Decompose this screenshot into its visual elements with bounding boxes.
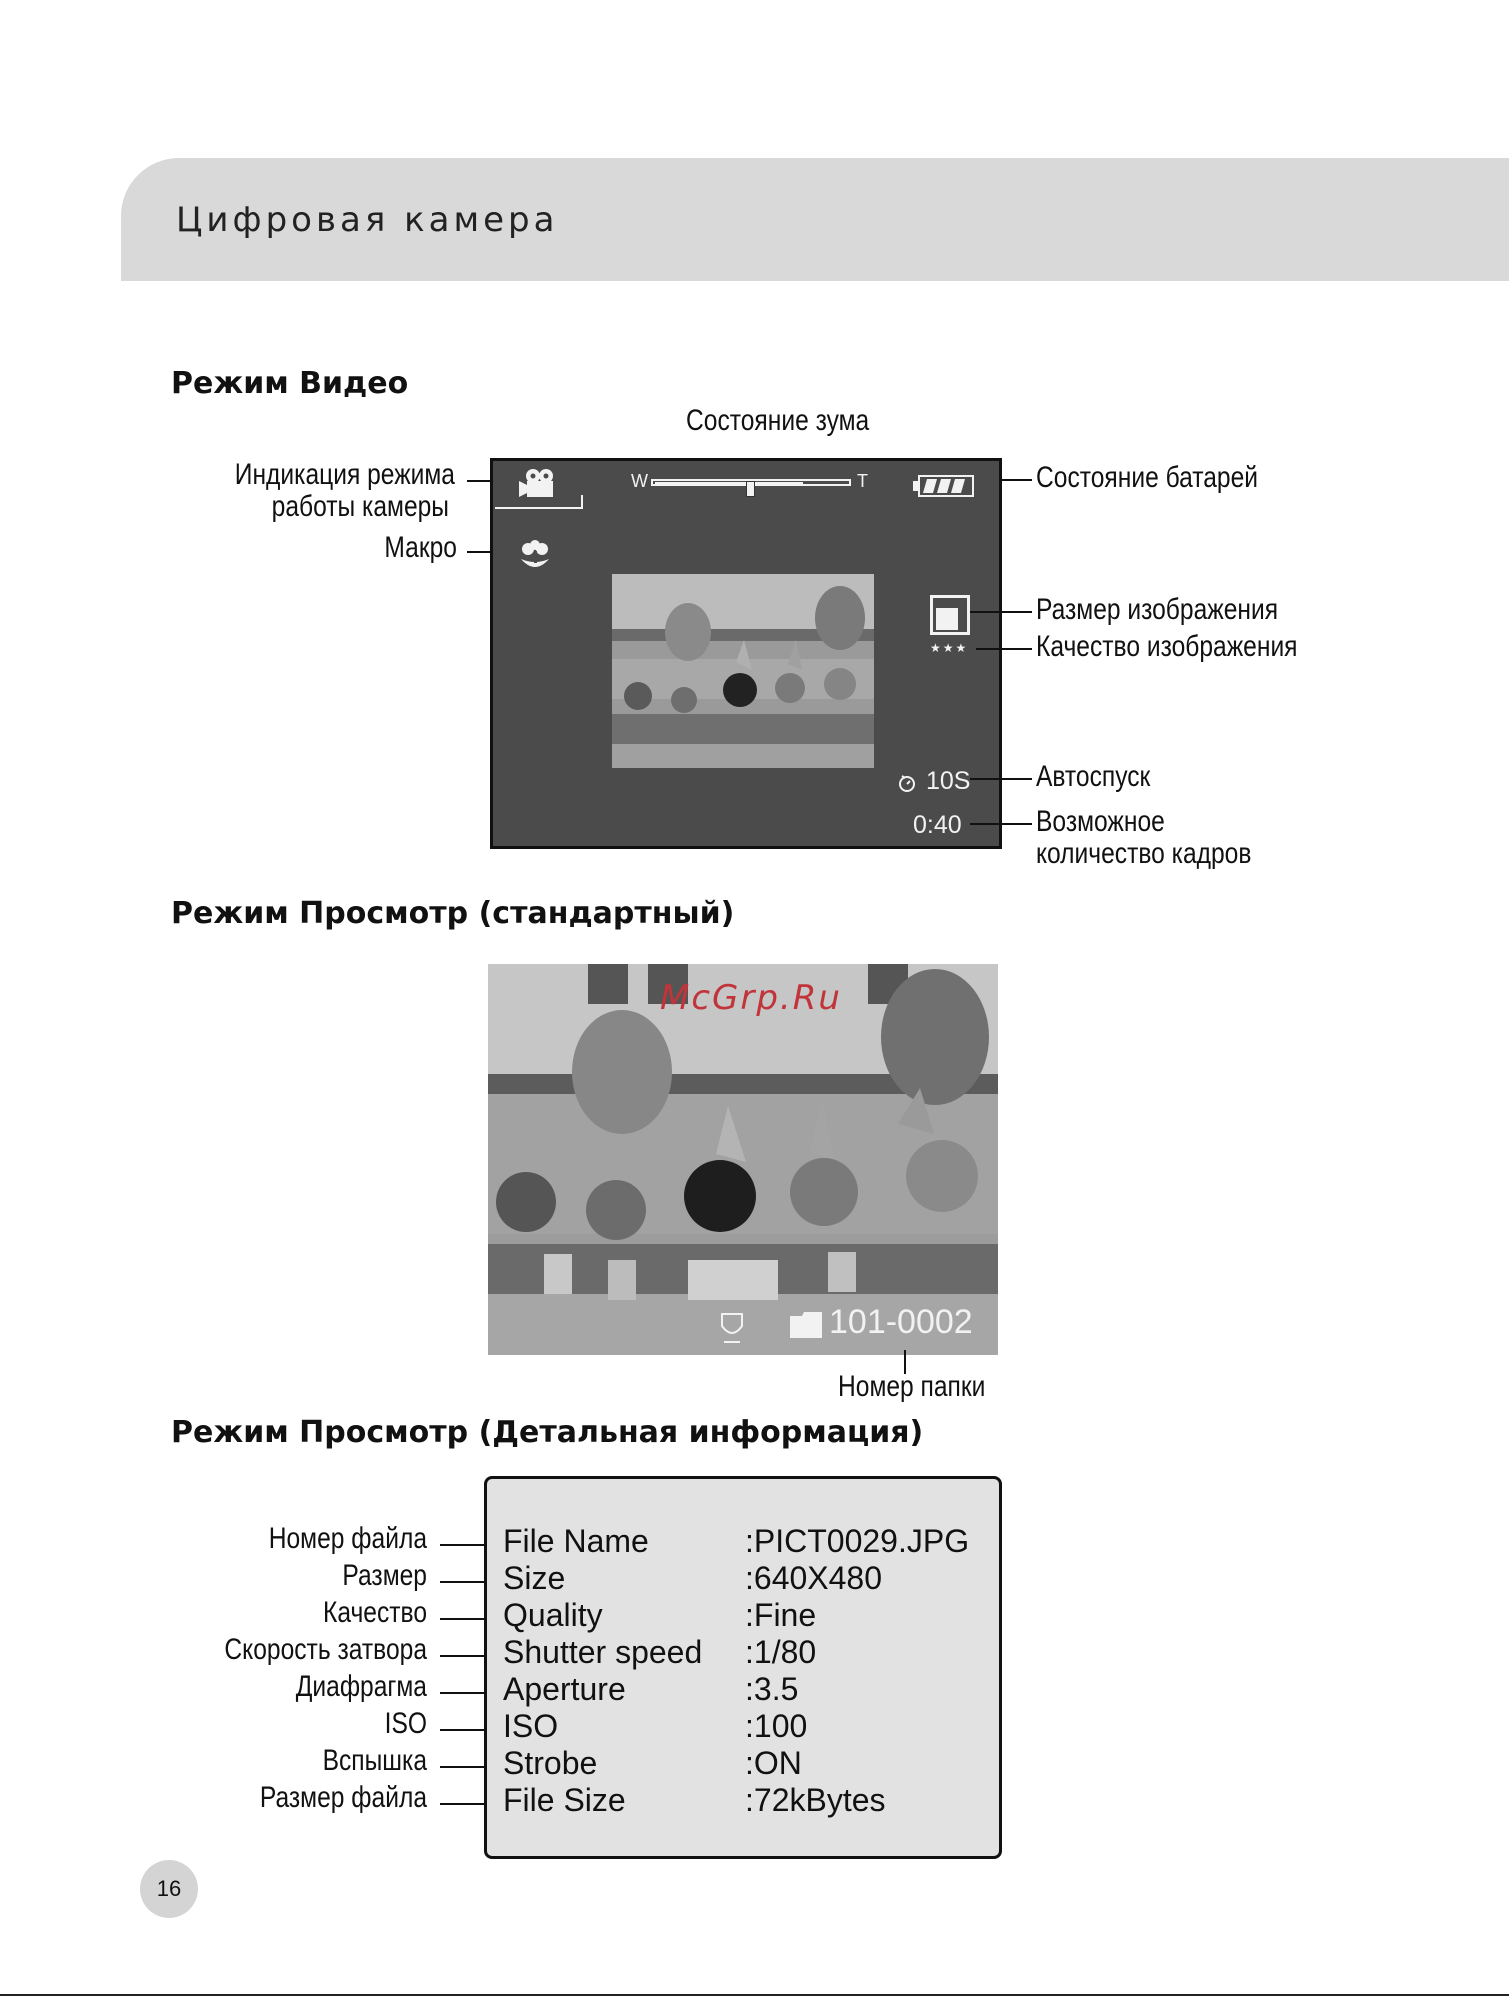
leader-size (440, 1581, 484, 1583)
row-key-iso: ISO (503, 1708, 559, 1744)
image-quality-leader (976, 648, 1032, 650)
leader-shutter (440, 1655, 484, 1657)
playback-section-title: Режим Просмотр (стандартный) (171, 896, 735, 931)
leader-quality (440, 1618, 484, 1620)
folder-icon (790, 1312, 822, 1338)
self-timer-leader (970, 778, 1032, 780)
row-value-size: :640X480 (745, 1560, 883, 1596)
label-quality: Качество (322, 1596, 427, 1629)
frames-remaining-value: 0:40 (913, 811, 962, 839)
page-number: 16 (140, 1860, 198, 1918)
self-timer-value: 10S (926, 767, 971, 795)
row-value-quality: :Fine (745, 1597, 817, 1633)
label-iso: ISO (384, 1707, 427, 1740)
playback-photo (488, 964, 998, 1355)
label-shutter: Скорость затвора (224, 1633, 427, 1666)
bottom-rule (0, 1994, 1509, 1996)
row-value-shutter: :1/80 (745, 1634, 817, 1670)
video-section-title: Режим Видео (171, 366, 409, 401)
video-mode-screen (490, 458, 1002, 849)
detail-section-title: Режим Просмотр (Детальная информация) (171, 1415, 924, 1450)
frames-label-2: количество кадров (1036, 837, 1252, 870)
self-timer-icon (897, 773, 917, 793)
battery-leader (1002, 479, 1032, 481)
row-key-aperture: Aperture (503, 1671, 626, 1707)
frames-leader (970, 823, 1032, 825)
row-key-file-name: File Name (503, 1523, 649, 1559)
folder-number-label: Номер папки (838, 1370, 986, 1403)
label-file-number: Номер файла (268, 1522, 427, 1555)
row-key-strobe: Strobe (503, 1745, 598, 1781)
battery-state-label: Состояние батарей (1036, 461, 1259, 494)
leader-file-number (440, 1544, 484, 1546)
row-value-file-name: :PICT0029.JPG (745, 1523, 970, 1559)
row-key-quality: Quality (503, 1597, 603, 1633)
self-timer-label: Автоспуск (1036, 760, 1151, 793)
page-header-title: Цифровая камера (176, 200, 559, 240)
label-size: Размер (342, 1559, 427, 1592)
mode-bracket-tick (581, 495, 583, 509)
row-value-strobe: :ON (745, 1745, 802, 1781)
mode-bracket-line (495, 507, 583, 509)
battery-icon (913, 475, 975, 497)
label-strobe: Вспышка (322, 1744, 427, 1777)
folder-number-value: 101-0002 (829, 1303, 973, 1341)
image-quality-label: Качество изображения (1036, 630, 1298, 663)
macro-flower-icon (517, 539, 553, 573)
row-key-file-size: File Size (503, 1782, 626, 1818)
zoom-state-label: Состояние зума (686, 404, 870, 437)
leader-iso (440, 1729, 484, 1731)
leader-strobe (440, 1766, 484, 1768)
image-size-icon (930, 595, 970, 635)
image-size-label: Размер изображения (1036, 593, 1279, 626)
label-aperture: Диафрагма (295, 1670, 427, 1703)
row-value-iso: :100 (745, 1708, 808, 1744)
video-preview-photo (612, 574, 874, 768)
zoom-bar-fill (655, 482, 803, 484)
zoom-wide-label: W (631, 471, 648, 491)
frames-label-1: Возможное (1036, 805, 1165, 838)
mode-indicator-label-2: работы камеры (271, 490, 449, 523)
label-file-size: Размер файла (259, 1781, 427, 1814)
leader-aperture (440, 1692, 484, 1694)
zoom-tele-label: T (857, 471, 868, 491)
row-value-file-size: :72kBytes (745, 1782, 886, 1818)
image-size-leader (970, 611, 1032, 613)
protect-icon (718, 1310, 746, 1344)
macro-label: Макро (384, 531, 457, 564)
row-key-shutter: Shutter speed (503, 1634, 703, 1670)
video-camera-icon (517, 467, 557, 501)
watermark-text: McGrp.Ru (660, 978, 842, 1018)
row-key-size: Size (503, 1560, 566, 1596)
row-value-aperture: :3.5 (745, 1671, 799, 1707)
zoom-position-marker (746, 481, 755, 497)
quality-stars: ★★★ (930, 641, 969, 655)
leader-file-size (440, 1803, 484, 1805)
mode-indicator-label-1: Индикация режима (234, 458, 455, 491)
